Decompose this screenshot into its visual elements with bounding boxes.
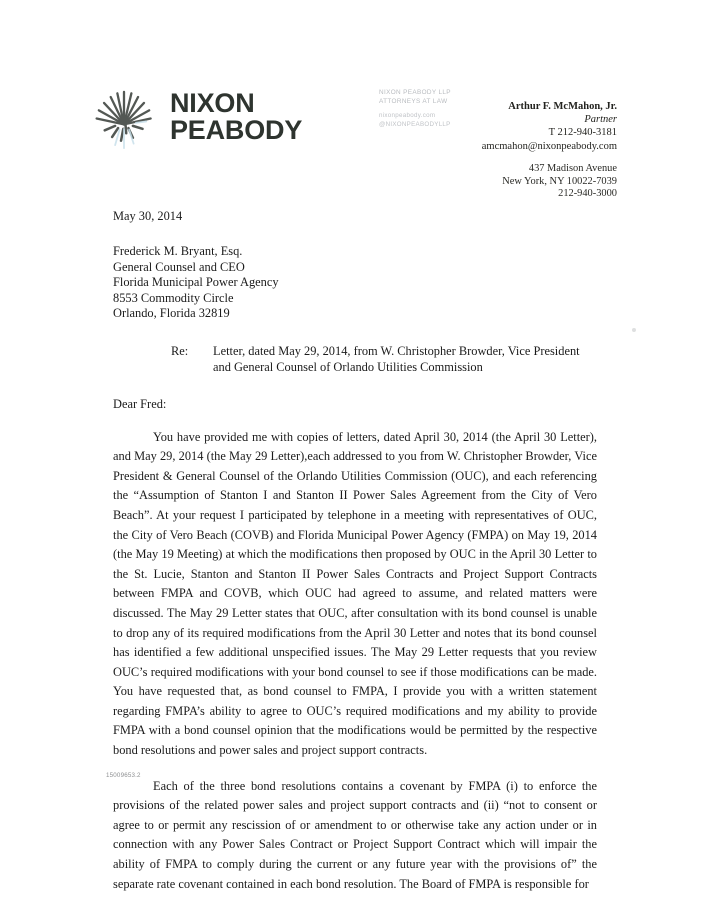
attorney-email: amcmahon@nixonpeabody.com <box>481 140 617 152</box>
recipient-name: Frederick M. Bryant, Esq. <box>113 244 243 258</box>
wordmark-line-nixon: NIXON <box>170 88 255 118</box>
body-paragraph: You have provided me with copies of letters, dated April 30, 2014 (the April 30 Letter), and May 29, 2014 (the May 29 Letter),each addressed to you from W. Christopher Browder, Vice President & General Counsel of the Orlando Utilities Commission (OUC), and each referencing the “Assumption of Stanton I and Stanton II Power Sales Agreement from the City of Vero Beach”. At your request I participated by telephone in a meeting with representatives of OUC, the City of Vero Beach (COVB) and Florida Municipal Power Agency (FMPA) on May 19, 2014 (the May 19 Meeting) at which the modifications then proposed by OUC in the April 30 Letter to the St. Lucie, Stanton and Stanton II Power Sales Contracts and Project Support Contracts between FMPA and COVB, which OUC had agreed to assume, and related matters were discussed. The May 29 Letter states that OUC, after consultation with its bond counsel is unable to drop any of its required modifications from the April 30 Letter and notes that its bond counsel has identified a few additional unspecified issues. The May 29 Letter requests that you review OUC’s required modifications with your bond counsel to see if those modifications can be made. You have requested that, as bond counsel to FMPA, I provide you with a written statement regarding FMPA’s ability to agree to OUC’s required modifications and my ability to provide FMPA with a bond counsel opinion that the modifications would be permitted by the respective bond resolutions and power sales and project support contracts. <box>113 429 597 758</box>
nixon-peabody-wordmark <box>170 90 302 144</box>
attorney-phone: T 212-940-3181 <box>548 127 617 139</box>
attorney-contact-block <box>482 100 617 153</box>
firm-web-block <box>379 112 451 129</box>
salutation: Dear Fred: <box>113 396 167 411</box>
office-city-state-zip: New York, NY 10022-7039 <box>502 175 617 187</box>
letter-body <box>113 208 597 910</box>
letterhead <box>0 0 723 200</box>
body-paragraph: Each of the three bond resolutions contains a covenant by FMPA (i) to enforce the provisions of the related power sales and project support contracts and (ii) “not to consent or agree to or permit any rescission of or amendment to or otherwise take any action under or in connection with any Power Sales Contract or Project Support Contract which will impair the ability of FMPA to comply during the current or any future year with the provisions of” the separate rate covenant contained in each bond resolution. The Board of FMPA is responsible for <box>113 778 597 891</box>
attorney-title: Partner <box>584 114 617 126</box>
firm-tagline: ATTORNEYS AT LAW <box>379 98 448 106</box>
scan-artifact <box>632 328 636 332</box>
firm-name-block <box>379 88 451 106</box>
recipient-address-block <box>113 244 597 322</box>
letter-date: May 30, 2014 <box>113 209 183 223</box>
office-address-block <box>502 163 617 201</box>
recipient-organization: Florida Municipal Power Agency <box>113 275 279 290</box>
subject-text: Letter, dated May 29, 2014, from W. Christopher Browder, Vice President and General Counsel of Orlando Utilities Commission <box>213 343 580 374</box>
firm-name: NIXON PEABODY LLP <box>379 89 451 96</box>
wordmark-line-peabody: PEABODY <box>170 115 303 145</box>
subject-label: Re: <box>171 343 189 358</box>
recipient-city-state-zip: Orlando, Florida 32819 <box>113 306 230 321</box>
office-street: 437 Madison Avenue <box>528 163 617 174</box>
document-reference-number: 15009653.2 <box>106 772 141 779</box>
firm-website: nixonpeabody.com <box>379 112 436 119</box>
recipient-title: General Counsel and CEO <box>113 259 245 274</box>
nixon-peabody-logo <box>86 80 302 154</box>
office-phone: 212-940-3000 <box>558 188 617 200</box>
sunburst-icon <box>86 80 162 154</box>
firm-social-handle: @NIXONPEABODYLLP <box>379 120 451 128</box>
recipient-street: 8553 Commodity Circle <box>113 290 234 305</box>
subject-line <box>171 344 597 376</box>
attorney-name: Arthur F. McMahon, Jr. <box>508 101 617 112</box>
